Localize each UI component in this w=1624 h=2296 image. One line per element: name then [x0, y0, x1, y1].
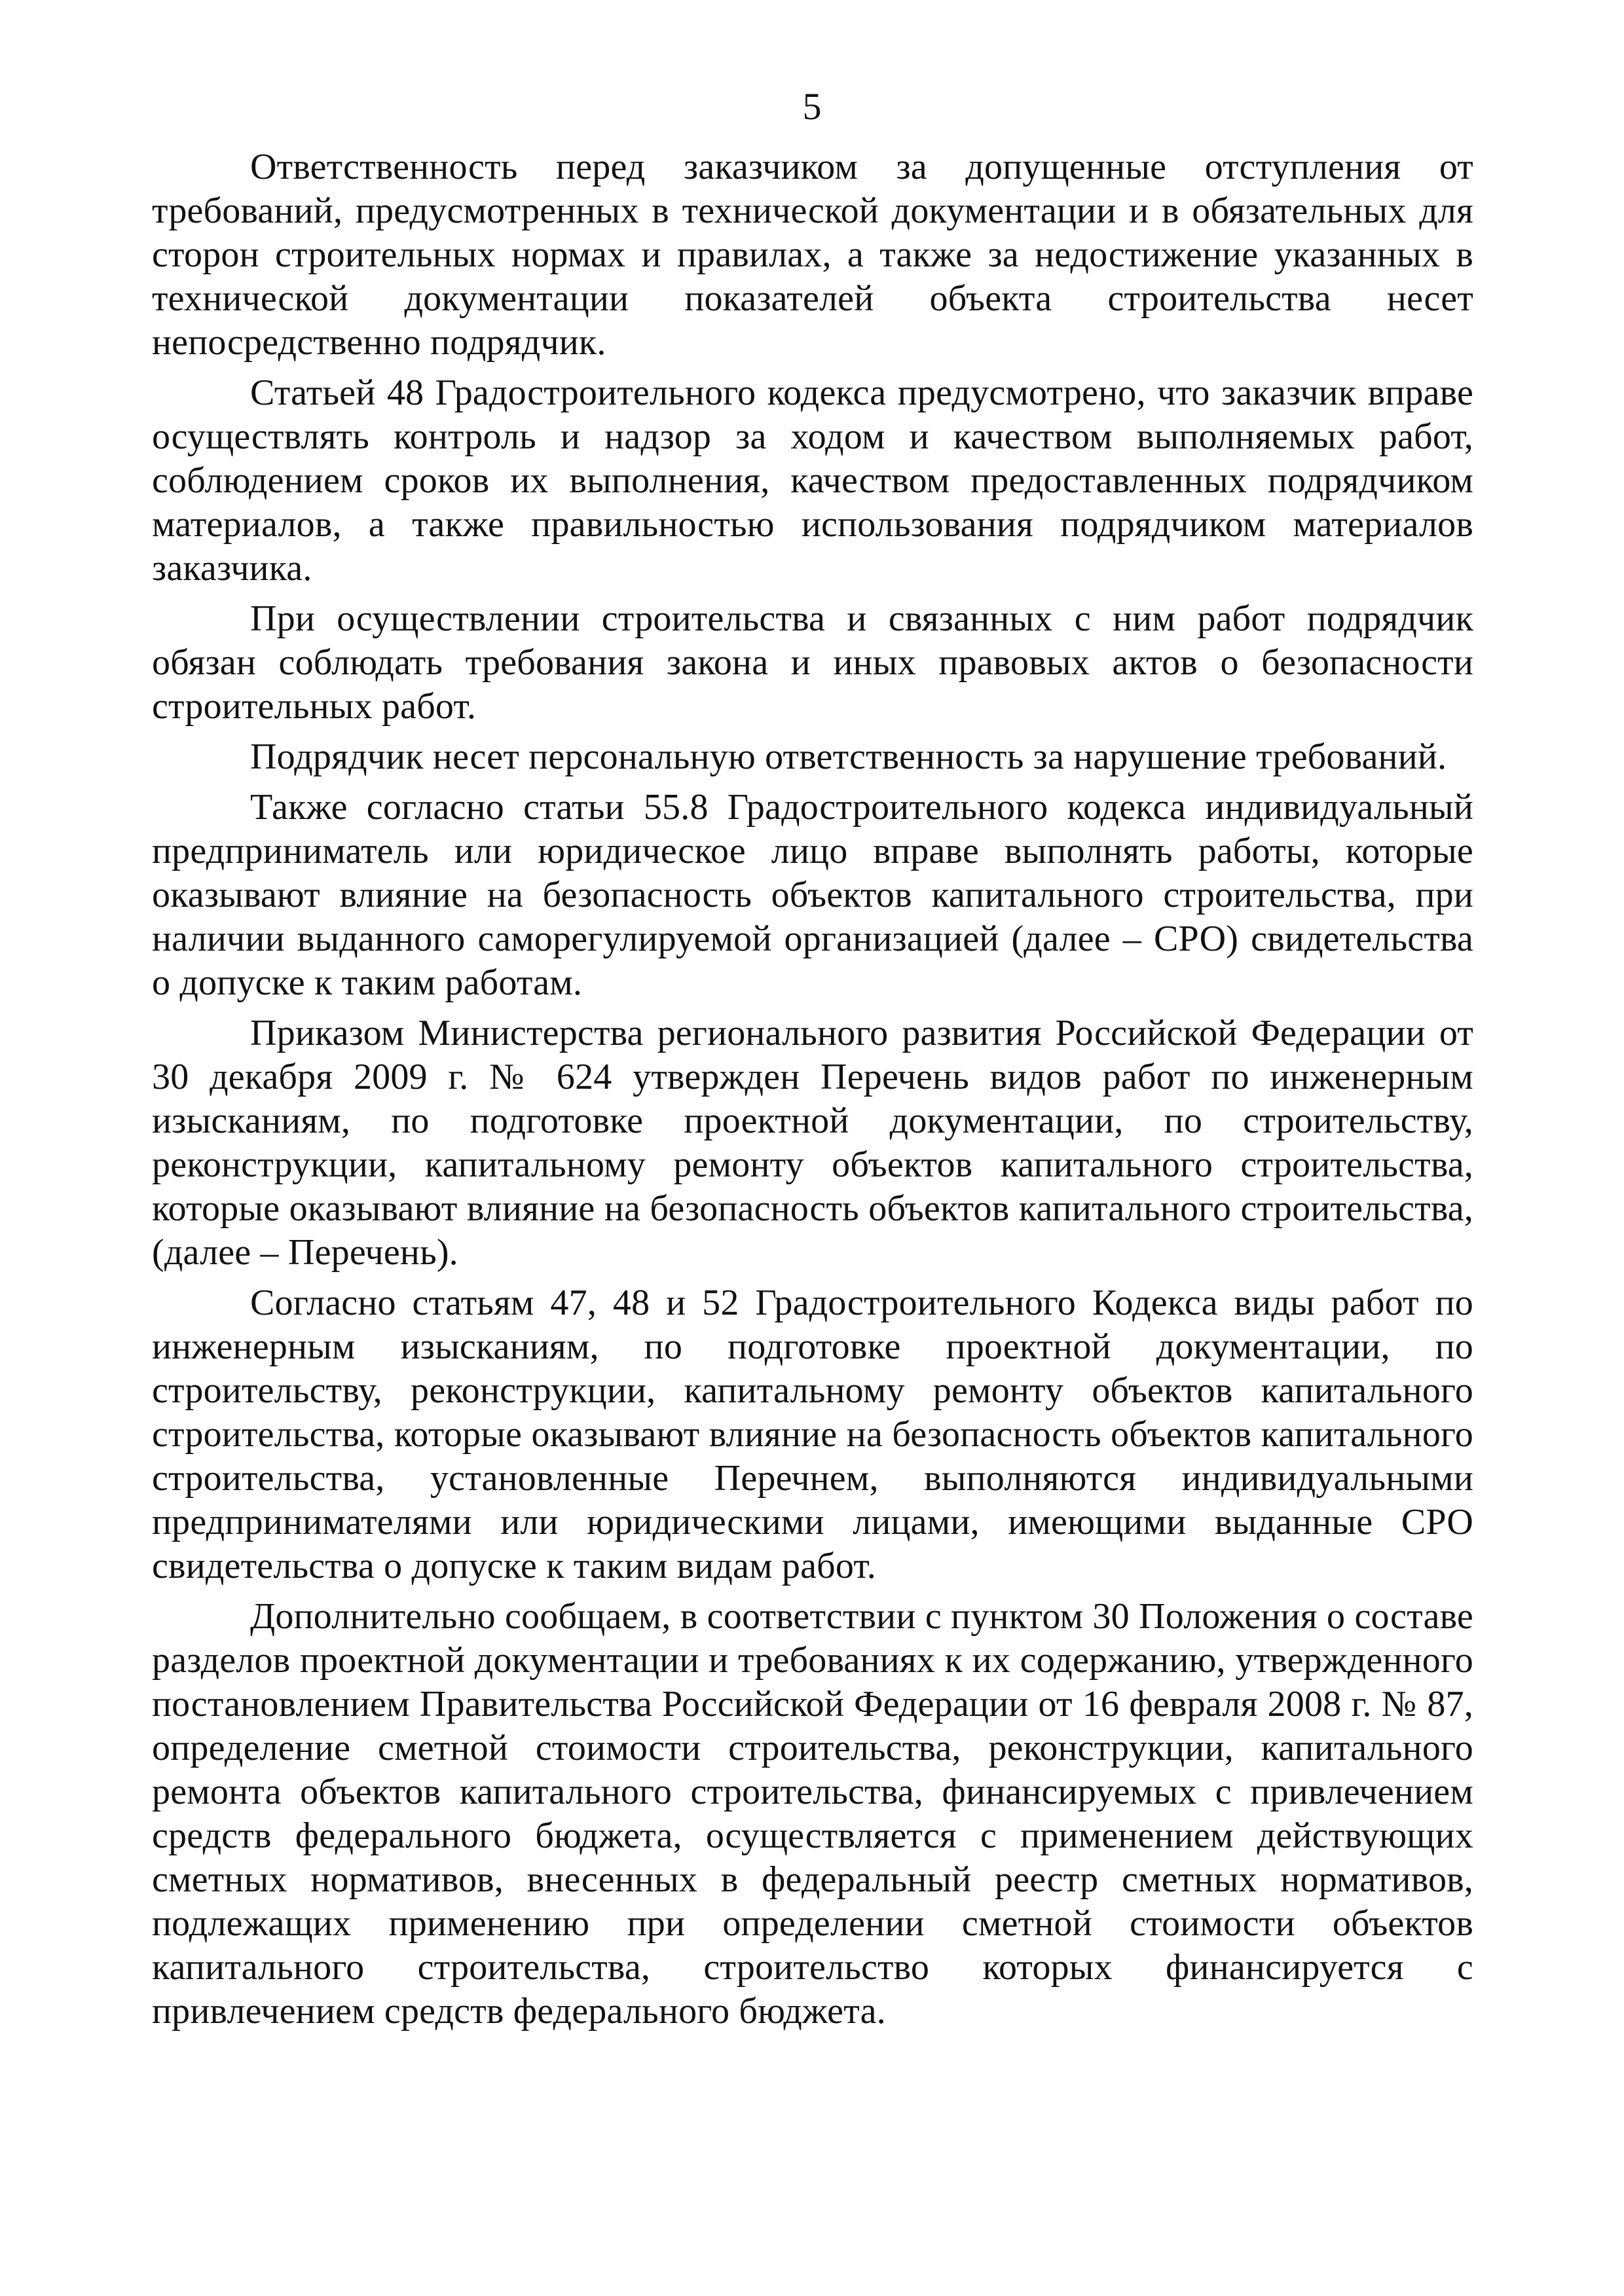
paragraph-contractor-responsibility: Ответственность перед заказчиком за допущенные отступления от требований, предусмотренных в технической документации и в обязательных для сторон строительных нормах и правилах, а также за недостижение указанных в технической документации показателей объекта строительства несет непосредственно подрядчик. [152, 147, 1473, 363]
paragraph-order-624: Приказом Министерства регионального развития Российской Федерации от 30 декабря 2009 г. № 624 утвержден Перечень видов работ по инженерным изысканиям, по подготовке проектной документации, по строительству, реконструкции, капитальному ремонту объектов капитального строительства, которые оказывают влияние на безопасность объектов капитального строительства, (далее – Перечень). [152, 1013, 1473, 1273]
paragraph-personal-responsibility: Подрядчик несет персональную ответственность за нарушение требований. [250, 737, 1447, 777]
page-number: 5 [802, 85, 822, 128]
paragraph-estimated-cost: Дополнительно сообщаем, в соответствии с пунктом 30 Положения о составе разделов проектной документации и требованиях к их содержанию, утвержденного постановлением Правительства Российской Федерации от 16 февраля 2008 г. № 87, определение сметной стоимости строительства, реконструкции, капитального ремонта объектов капитального строительства, финансируемых с привлечением средств федерального бюджета, осуществляется с применением действующих сметных нормативов, внесенных в федеральный реестр сметных нормативов, подлежащих применению при определении сметной стоимости объектов капитального строительства, строительство которых финансируется с привлечением средств федерального бюджета. [152, 1596, 1473, 2032]
document-body [152, 145, 1473, 2033]
paragraph-article-48-control: Статьей 48 Градостроительного кодекса предусмотрено, что заказчик вправе осуществлять контроль и надзор за ходом и качеством выполняемых работ, соблюдением сроков их выполнения, качеством предоставленных подрядчиком материалов, а также правильностью использования подрядчиком материалов заказчика. [152, 373, 1473, 589]
paragraph-articles-47-48-52: Согласно статьям 47, 48 и 52 Градостроительного Кодекса виды работ по инженерным изысканиям, по подготовке проектной документации, по строительству, реконструкции, капитальному ремонту объектов капитального строительства, которые оказывают влияние на безопасность объектов капитального строительства, установленные Перечнем, выполняются индивидуальными предпринимателями или юридическими лицами, имеющими выданные СРО свидетельства о допуске к таким видам работ. [152, 1283, 1473, 1586]
paragraph-article-55-8-sro: Также согласно статьи 55.8 Градостроительного кодекса индивидуальный предприниматель или юридическое лицо вправе выполнять работы, которые оказывают влияние на безопасность объектов капитального строительства, при наличии выданного саморегулируемой организацией (далее – СРО) свидетельства о допуске к таким работам. [152, 787, 1473, 1003]
paragraph-safety-requirements: При осуществлении строительства и связанных с ним работ подрядчик обязан соблюдать требования закона и иных правовых актов о безопасности строительных работ. [152, 598, 1473, 727]
